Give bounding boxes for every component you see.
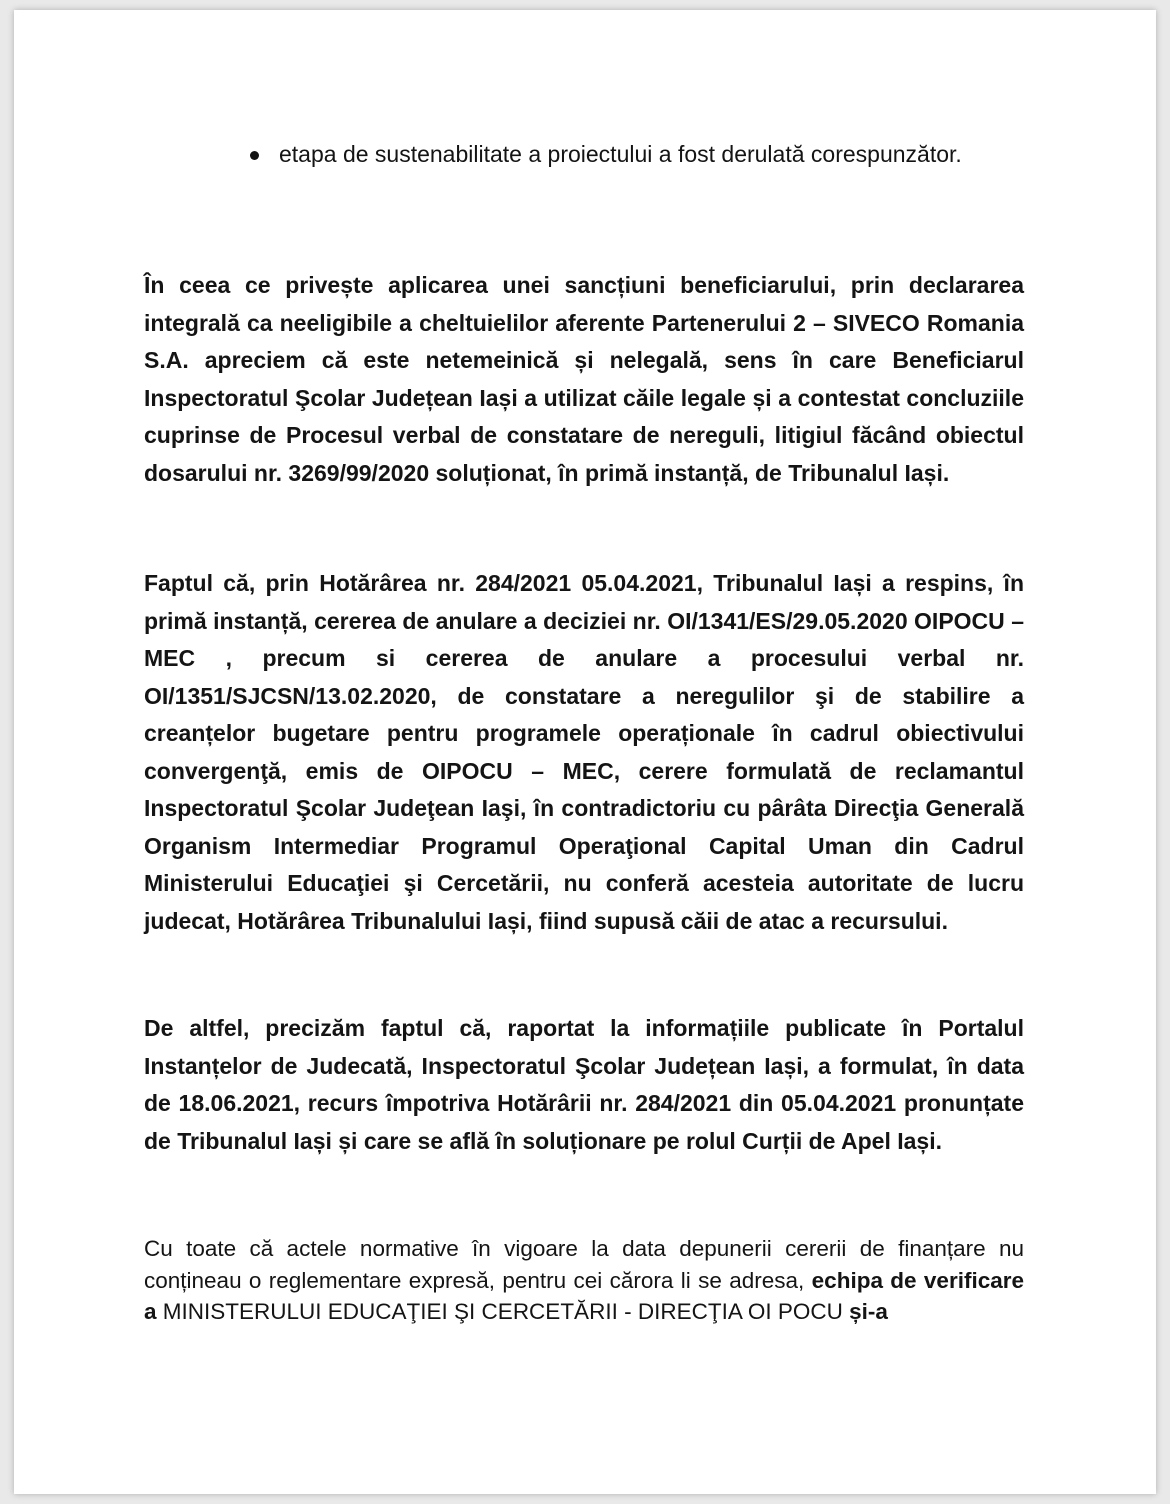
paragraph-appeal: De altfel, precizăm faptul că, raportat la informațiile publicate în Portalul Instanțelor de Judecată, Inspectoratul Şcolar Județean Iași, a formulat, în data de 18.06.2021, recurs împotriva Hotărârii nr. 284/2021 din 05.04.2021 pronunțate de Tribunalul Iași și care se află în soluționare pe rolul Curții de Apel Iași. <box>144 1015 1024 1154</box>
bullet-dot-icon <box>250 151 259 160</box>
paragraph-sanction: În ceea ce privește aplicarea unei sancțiuni beneficiarului, prin declararea integrală ca neeligibile a cheltuielilor aferente Partenerului 2 – SIVECO Romania S.A. apreciem că este netemeinică și nelegală, sens în care Beneficiarul Inspectoratul Şcolar Județean Iași a utilizat căile legale și a contestat concluziile cuprinse de Procesul verbal de constatare de nereguli, litigiul făcând obiectul dosarului nr. 3269/99/2020 soluționat, în primă instanță, de Tribunalul Iași. <box>144 272 1024 486</box>
paragraph-verification-bold-2: și-a <box>849 1299 888 1324</box>
bullet-text: etapa de sustenabilitate a proiectului a fost derulată corespunzător. <box>279 141 962 167</box>
paragraph-verification-text-1: Cu toate că actele normative în vigoare la data depunerii cererii de finanțare nu conțineau o reglementare expresă, pentru cei cărora li se adresa, <box>144 1236 1024 1293</box>
paragraph-verification-bold-1: echipa de verificare a <box>144 1267 1024 1324</box>
document-page <box>14 10 1156 1494</box>
bullet-item <box>246 136 1026 174</box>
paragraph-verification <box>144 1233 1024 1328</box>
paragraph-court-decision: Faptul că, prin Hotărârea nr. 284/2021 05.04.2021, Tribunalul Iași a respins, în primă instanță, cererea de anulare a deciziei nr. OI/1341/ES/29.05.2020 OIPOCU – MEC , precum si cererea de anulare a procesului verbal nr. OI/1351/SJCSN/13.02.2020, de constatare a neregulilor şi de stabilire a creanțelor bugetare pentru programele operaționale în cadrul obiectivului convergenţă, emis de OIPOCU – MEC, cerere formulată de reclamantul Inspectoratul Şcolar Judeţean Iaşi, în contradictoriu cu pârâta Direcţia Generală Organism Intermediar Programul Operaţional Capital Uman din Cadrul Ministerului Educaţiei şi Cercetării, nu conferă acesteia autoritate de lucru judecat, Hotărârea Tribunalului Iași, fiind supusă căii de atac a recursului. <box>144 570 1024 934</box>
paragraph-verification-text-2: MINISTERULUI EDUCAŢIEI ŞI CERCETĂRII - DIRECŢIA OI POCU <box>156 1299 850 1324</box>
